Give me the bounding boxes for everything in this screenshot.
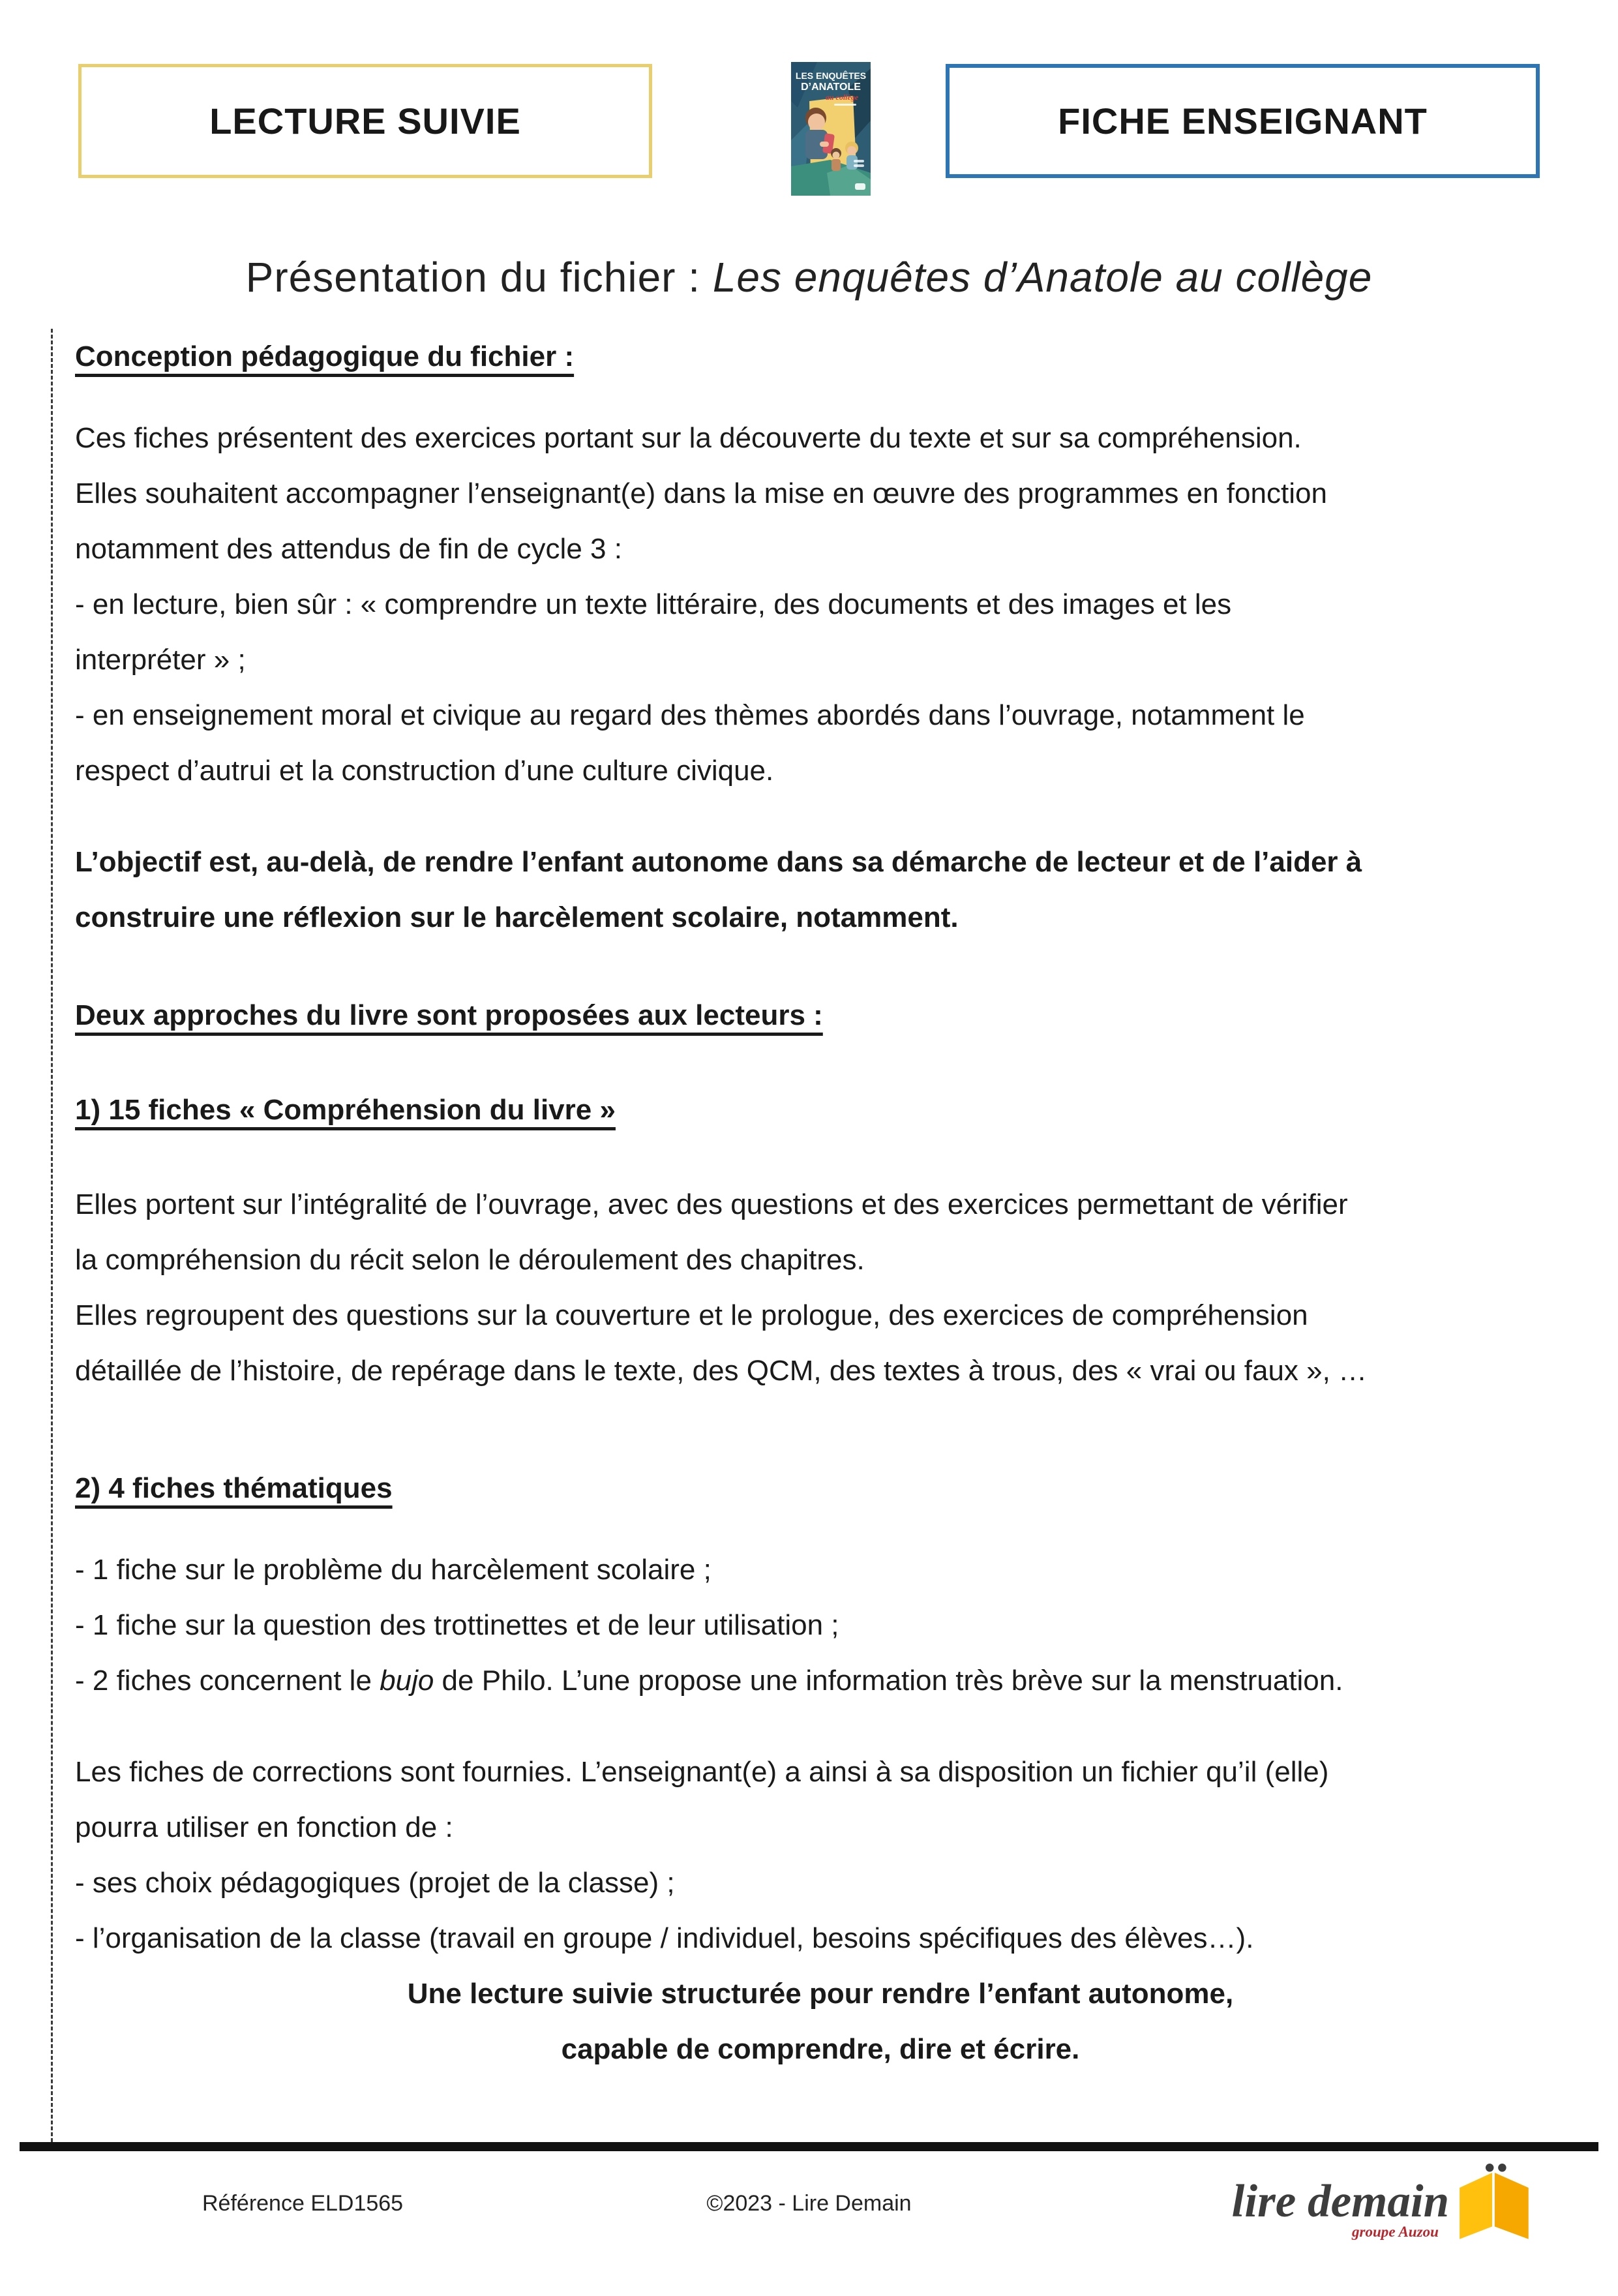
text-line — [75, 687, 1566, 743]
fiche-enseignant-label: FICHE ENSEIGNANT — [1058, 100, 1428, 142]
text-line — [75, 1855, 1566, 1911]
text-line — [75, 521, 1566, 577]
text-block — [75, 1653, 1566, 1708]
text-run: - 1 fiche sur le problème du harcèlement scolaire ; — [75, 1554, 712, 1586]
book-cover-illustration — [791, 62, 871, 196]
text-line — [75, 1800, 1566, 1855]
text-block — [75, 687, 1566, 798]
text-block — [75, 410, 1566, 577]
text-run: interpréter » ; — [75, 644, 246, 676]
text-block — [75, 1082, 1566, 1138]
text-line — [75, 632, 1566, 687]
text-run: Elles portent sur l’intégralité de l’ouvrage, avec des questions et des exercices permettant de vérifier — [75, 1188, 1348, 1220]
page-title-book-name: Les enquêtes d’Anatole au collège — [712, 254, 1373, 301]
text-block — [75, 1966, 1566, 2077]
text-run: la compréhension du récit selon le déroulement des chapitres. — [75, 1244, 865, 1276]
text-run: notamment des attendus de fin de cycle 3 : — [75, 533, 622, 565]
text-line — [75, 1288, 1566, 1343]
text-line — [75, 329, 1566, 384]
text-run: Ces fiches présentent des exercices portant sur la découverte du texte et sur sa compréhension. — [75, 422, 1302, 454]
text-line — [75, 1343, 1566, 1398]
text-run: - 1 fiche sur la question des trottinettes et de leur utilisation ; — [75, 1609, 839, 1641]
footer-divider — [20, 2142, 1598, 2151]
text-line — [75, 834, 1566, 890]
text-run: - en lecture, bien sûr : « comprendre un texte littéraire, des documents et des images et les — [75, 588, 1232, 620]
text-line — [75, 1232, 1566, 1288]
text-line — [75, 1597, 1566, 1653]
text-line — [75, 1653, 1566, 1708]
text-run: - en enseignement moral et civique au regard des thèmes abordés dans l’ouvrage, notamment le — [75, 699, 1305, 731]
text-run: L’objectif est, au-delà, de rendre l’enfant autonome dans sa démarche de lecteur et de l’aider à — [75, 846, 1362, 878]
text-line — [75, 1082, 1566, 1138]
header — [0, 64, 1618, 198]
text-run: Deux approches du livre sont proposées aux lecteurs : — [75, 999, 823, 1031]
text-run: Les fiches de corrections sont fournies. L’enseignant(e) a ainsi à sa disposition un fichier qu’il (elle) — [75, 1756, 1329, 1788]
text-block — [75, 1597, 1566, 1653]
text-block — [75, 1744, 1566, 1855]
text-line — [75, 1966, 1566, 2021]
text-block — [75, 1460, 1566, 1516]
lecture-suivie-label: LECTURE SUIVIE — [209, 100, 521, 142]
text-block — [75, 988, 1566, 1043]
text-run: construire une réflexion sur le harcèlement scolaire, notamment. — [75, 901, 959, 933]
text-block — [75, 1288, 1566, 1398]
text-line — [75, 890, 1566, 945]
footer — [78, 2151, 1540, 2256]
text-run: détaillée de l’histoire, de repérage dans le texte, des QCM, des textes à trous, des « vrai ou faux », … — [75, 1355, 1368, 1387]
text-line — [75, 1911, 1566, 1966]
text-run: 2) 4 fiches thématiques — [75, 1472, 393, 1504]
text-line — [75, 1460, 1566, 1516]
text-line — [75, 1177, 1566, 1232]
text-line — [75, 1744, 1566, 1800]
text-run: capable de comprendre, dire et écrire. — [561, 2033, 1080, 2065]
reference-code: Référence ELD1565 — [202, 2190, 404, 2216]
text-line — [75, 2021, 1566, 2077]
page-title-prefix: Présentation du fichier : — [245, 254, 713, 301]
text-block — [75, 577, 1566, 687]
text-run: - ses choix pédagogiques (projet de la classe) ; — [75, 1867, 675, 1899]
text-run: Conception pédagogique du fichier : — [75, 340, 575, 372]
logo-group-text: groupe Auzou — [1352, 2222, 1439, 2240]
content-blocks — [51, 329, 1566, 2142]
text-run: - 2 fiches concernent le — [75, 1665, 380, 1697]
text-line — [75, 1542, 1566, 1597]
lecture-suivie-box — [78, 64, 652, 178]
text-line — [75, 743, 1566, 798]
text-block — [75, 1542, 1566, 1597]
fiche-enseignant-box — [946, 64, 1540, 178]
text-run: 1) 15 fiches « Compréhension du livre » — [75, 1094, 616, 1126]
page-title — [0, 253, 1618, 301]
cover-subtitle: au collège — [825, 93, 859, 102]
text-block — [75, 1177, 1566, 1288]
text-block — [75, 834, 1566, 945]
text-line — [75, 577, 1566, 632]
text-block — [75, 329, 1566, 384]
text-run: Elles souhaitent accompagner l’enseignant(e) dans la mise en œuvre des programmes en fonction — [75, 477, 1327, 509]
text-line — [75, 466, 1566, 521]
text-line — [75, 410, 1566, 466]
text-run: Une lecture suivie structurée pour rendre l’enfant autonome, — [407, 1978, 1234, 2010]
text-line — [75, 988, 1566, 1043]
book-cover-image — [791, 62, 871, 196]
cover-title-line2: D’ANATOLE — [801, 82, 861, 93]
text-run: Elles regroupent des questions sur la couverture et le prologue, des exercices de compréhension — [75, 1299, 1308, 1331]
italic-run: bujo — [380, 1665, 434, 1697]
text-block — [75, 1855, 1566, 1911]
logo-wordmark: lire demain — [1231, 2176, 1450, 2228]
text-run: pourra utiliser en fonction de : — [75, 1811, 453, 1843]
text-block — [75, 1911, 1566, 1966]
text-run: - l’organisation de la classe (travail en groupe / individuel, besoins spécifiques des élèves…). — [75, 1922, 1254, 1954]
cover-title-line1: LES ENQUÊTES — [795, 70, 867, 81]
text-run: de Philo. L’une propose une information très brève sur la menstruation. — [434, 1665, 1343, 1697]
text-run: respect d’autrui et la construction d’une culture civique. — [75, 755, 774, 787]
copyright-text: ©2023 - Lire Demain — [706, 2190, 912, 2216]
